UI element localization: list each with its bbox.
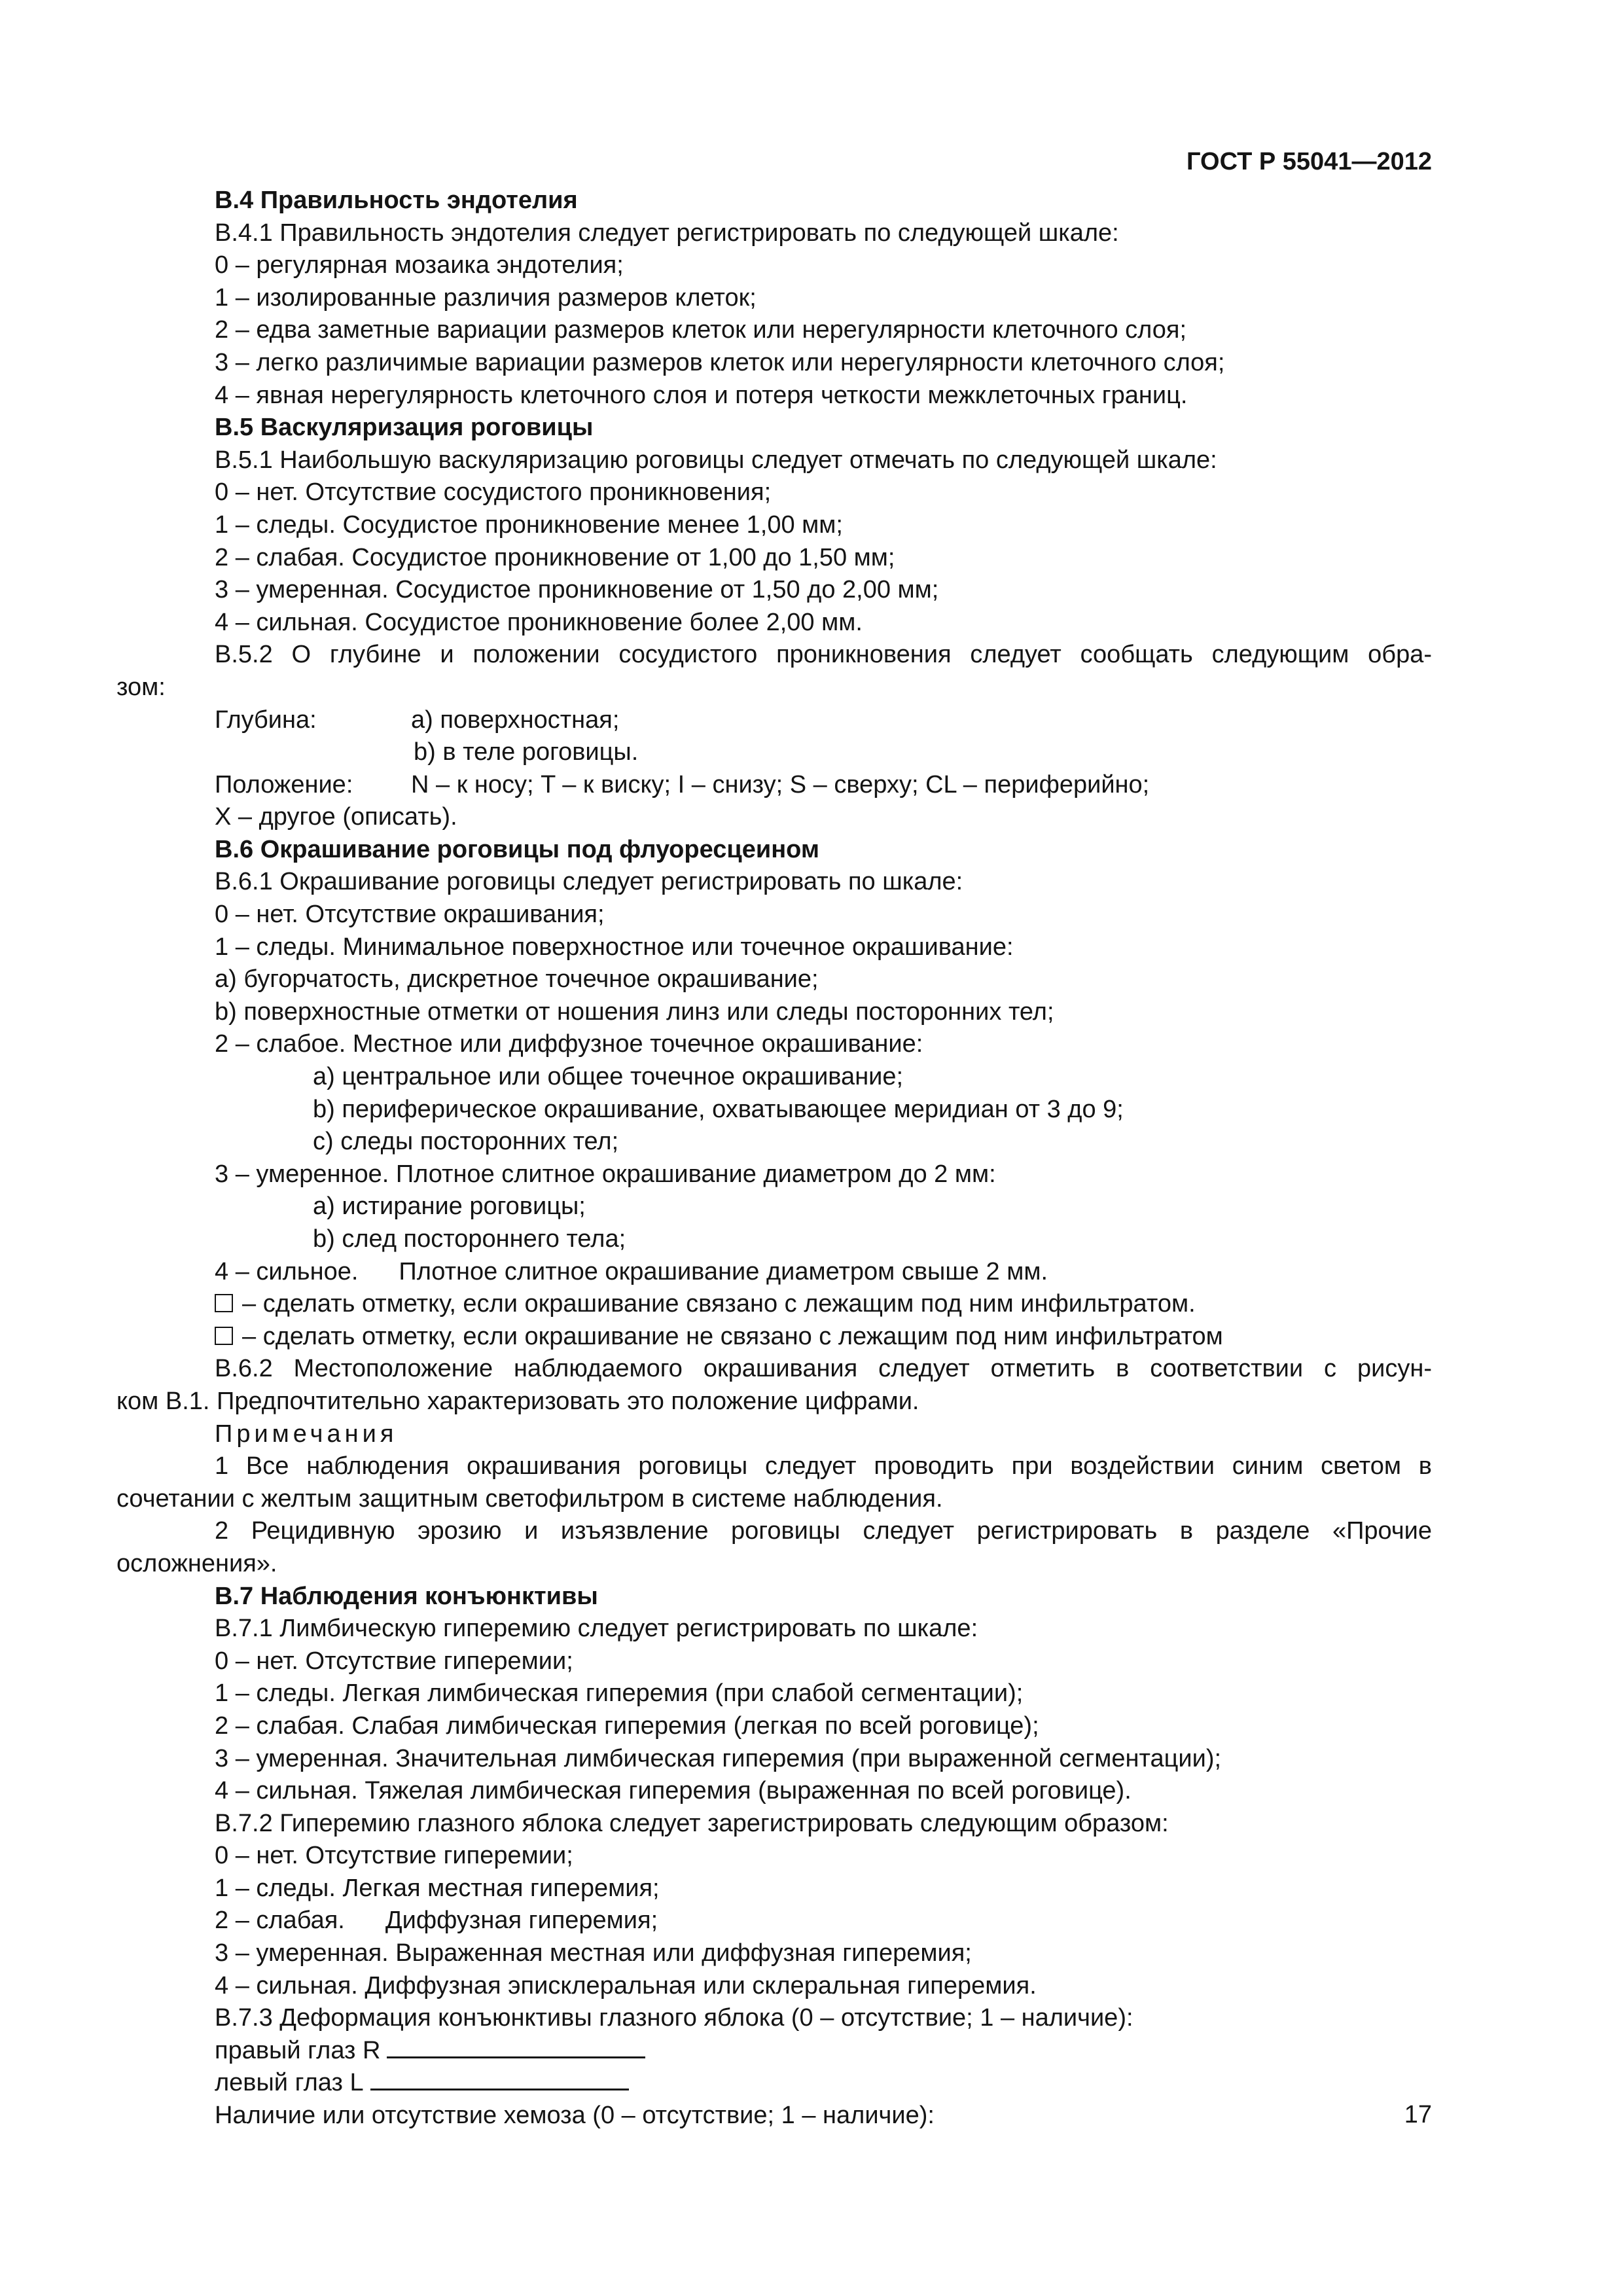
text-line: 4 – сильная. Диффузная эписклеральная или склеральная гиперемия. — [215, 1971, 1037, 2000]
text-line: 3 – легко различимые вариации размеров клеток или нерегулярности клеточного слоя; — [215, 348, 1225, 376]
text-line: 1 – следы. Минимальное поверхностное или точечное окрашивание: — [215, 933, 1014, 961]
text-line: В.5.1 Наибольшую васкуляризацию роговицы следует отмечать по следующей шкале: — [215, 446, 1217, 474]
text-line: b) поверхностные отметки от ношения линз или следы посторонних тел; — [215, 997, 1054, 1026]
text-line: В.6.1 Окрашивание роговицы следует регистрировать по шкале: — [215, 868, 963, 896]
text-line — [116, 2067, 1432, 2100]
checkbox-icon — [215, 1327, 233, 1345]
text-line: Примечания — [215, 1420, 398, 1448]
text-line: В.7 Наблюдения конъюнктивы — [215, 1582, 598, 1610]
text-line: В.5.2 О глубине и положении сосудистого проникновения следует сообщать следующим обра- — [215, 641, 1432, 669]
page-number: 17 — [1404, 2101, 1432, 2128]
text-line — [116, 704, 1432, 737]
text-line: 2 Рецидивную эрозию и изъязвление роговицы следует регистрировать в разделе «Прочие — [215, 1517, 1432, 1545]
text-line: 4 – сильная. Тяжелая лимбическая гиперемия (выраженная по всей роговице). — [215, 1777, 1132, 1805]
document-number: ГОСТ Р 55041—2012 — [1186, 148, 1432, 175]
line-value: а) поверхностная; — [411, 706, 620, 734]
text-line: а) центральное или общее точечное окрашивание; — [313, 1063, 904, 1091]
text-line: ком В.1. Предпочтительно характеризовать это положение цифрами. — [116, 1387, 919, 1415]
fill-in-blank[interactable] — [370, 2068, 629, 2090]
text-line: В.7.3 Деформация конъюнктивы глазного яблока (0 – отсутствие; 1 – наличие): — [215, 2004, 1133, 2032]
text-line — [116, 1288, 1432, 1321]
line-label: 4 – сильное. — [215, 1257, 359, 1285]
text-line: 4 – явная нерегулярность клеточного слоя и потеря четкости межклеточных границ. — [215, 381, 1188, 409]
text-line: 0 – регулярная мозаика эндотелия; — [215, 251, 624, 279]
line-label: Положение: — [215, 770, 353, 798]
text-line: b) след постороннего тела; — [313, 1225, 626, 1253]
line-text: – сделать отметку, если окрашивание не связано с лежащим под ним инфильтратом — [242, 1322, 1223, 1350]
text-line: зом: — [116, 673, 166, 701]
text-line: 1 – следы. Сосудистое проникновение менее 1,00 мм; — [215, 511, 843, 539]
text-line: 1 Все наблюдения окрашивания роговицы следует проводить при воздействии синим светом в — [215, 1452, 1432, 1480]
text-line: В.7.2 Гиперемию глазного яблока следует зарегистрировать следующим образом: — [215, 1809, 1169, 1837]
text-line: В.4.1 Правильность эндотелия следует регистрировать по следующей шкале: — [215, 219, 1119, 247]
text-line: а) бугорчатость, дискретное точечное окрашивание; — [215, 965, 819, 994]
line-text: левый глаз L — [215, 2069, 364, 2097]
text-line: В.6 Окрашивание роговицы под флуоресцеином — [215, 835, 819, 863]
line-text: правый глаз R — [215, 2036, 381, 2064]
text-line: 1 – изолированные различия размеров клеток; — [215, 283, 757, 312]
line-text: – сделать отметку, если окрашивание связано с лежащим под ним инфильтратом. — [242, 1290, 1196, 1318]
text-line: с) следы посторонних тел; — [313, 1128, 619, 1156]
text-line: b) периферическое окрашивание, охватывающее меридиан от 3 до 9; — [313, 1095, 1124, 1123]
line-label: 2 – слабая. — [215, 1907, 345, 1935]
text-line: а) истирание роговицы; — [313, 1193, 586, 1221]
line-value: Плотное слитное окрашивание диаметром свыше 2 мм. — [399, 1257, 1048, 1285]
line-value: N – к носу; T – к виску; I – снизу; S – сверху; CL – периферийно; — [411, 770, 1150, 798]
text-line: В.5 Васкуляризация роговицы — [215, 414, 594, 442]
text-line: 0 – нет. Отсутствие гиперемии; — [215, 1842, 573, 1870]
text-line — [116, 2035, 1432, 2068]
text-line: 3 – умеренное. Плотное слитное окрашивание диаметром до 2 мм: — [215, 1160, 996, 1188]
line-label: Глубина: — [215, 706, 317, 734]
text-line: 3 – умеренная. Выраженная местная или диффузная гиперемия; — [215, 1939, 972, 1967]
text-line: 2 – слабое. Местное или диффузное точечное окрашивание: — [215, 1030, 923, 1058]
text-line: 2 – едва заметные вариации размеров клеток или нерегулярности клеточного слоя; — [215, 316, 1187, 344]
text-line: 0 – нет. Отсутствие сосудистого проникновения; — [215, 478, 772, 507]
text-line — [116, 1905, 1432, 1937]
text-line: В.6.2 Местоположение наблюдаемого окрашивания следует отметить в соответствии с рисун- — [215, 1355, 1432, 1383]
text-line: 0 – нет. Отсутствие окрашивания; — [215, 901, 605, 929]
text-line: сочетании с желтым защитным светофильтром в системе наблюдения. — [116, 1484, 943, 1513]
text-line: В.4 Правильность эндотелия — [215, 187, 578, 214]
text-line — [116, 1321, 1432, 1354]
line-value: Диффузная гиперемия; — [385, 1907, 658, 1935]
text-line — [116, 1256, 1432, 1289]
text-line: 2 – слабая. Слабая лимбическая гиперемия (легкая по всей роговице); — [215, 1712, 1039, 1740]
text-line: b) в теле роговицы. — [414, 738, 639, 766]
fill-in-blank[interactable] — [387, 2036, 645, 2058]
text-line: Наличие или отсутствие хемоза (0 – отсутствие; 1 – наличие): — [215, 2102, 935, 2130]
text-line: 4 – сильная. Сосудистое проникновение более 2,00 мм. — [215, 608, 863, 636]
document-body — [116, 185, 1432, 2132]
text-line: 1 – следы. Легкая местная гиперемия; — [215, 1874, 660, 1902]
text-line: 1 – следы. Легкая лимбическая гиперемия (при слабой сегментации); — [215, 1679, 1024, 1708]
checkbox-icon — [215, 1294, 233, 1312]
text-line: В.7.1 Лимбическую гиперемию следует регистрировать по шкале: — [215, 1615, 978, 1643]
text-line: X – другое (описать). — [215, 803, 457, 831]
text-line — [116, 769, 1432, 802]
text-line: 3 – умеренная. Сосудистое проникновение от 1,50 до 2,00 мм; — [215, 576, 939, 604]
text-line: 2 – слабая. Сосудистое проникновение от 1,00 до 1,50 мм; — [215, 543, 895, 571]
text-line: 3 – умеренная. Значительная лимбическая гиперемия (при выраженной сегментации); — [215, 1744, 1222, 1772]
text-line: 0 – нет. Отсутствие гиперемии; — [215, 1647, 573, 1675]
text-line: осложнения». — [116, 1549, 277, 1577]
